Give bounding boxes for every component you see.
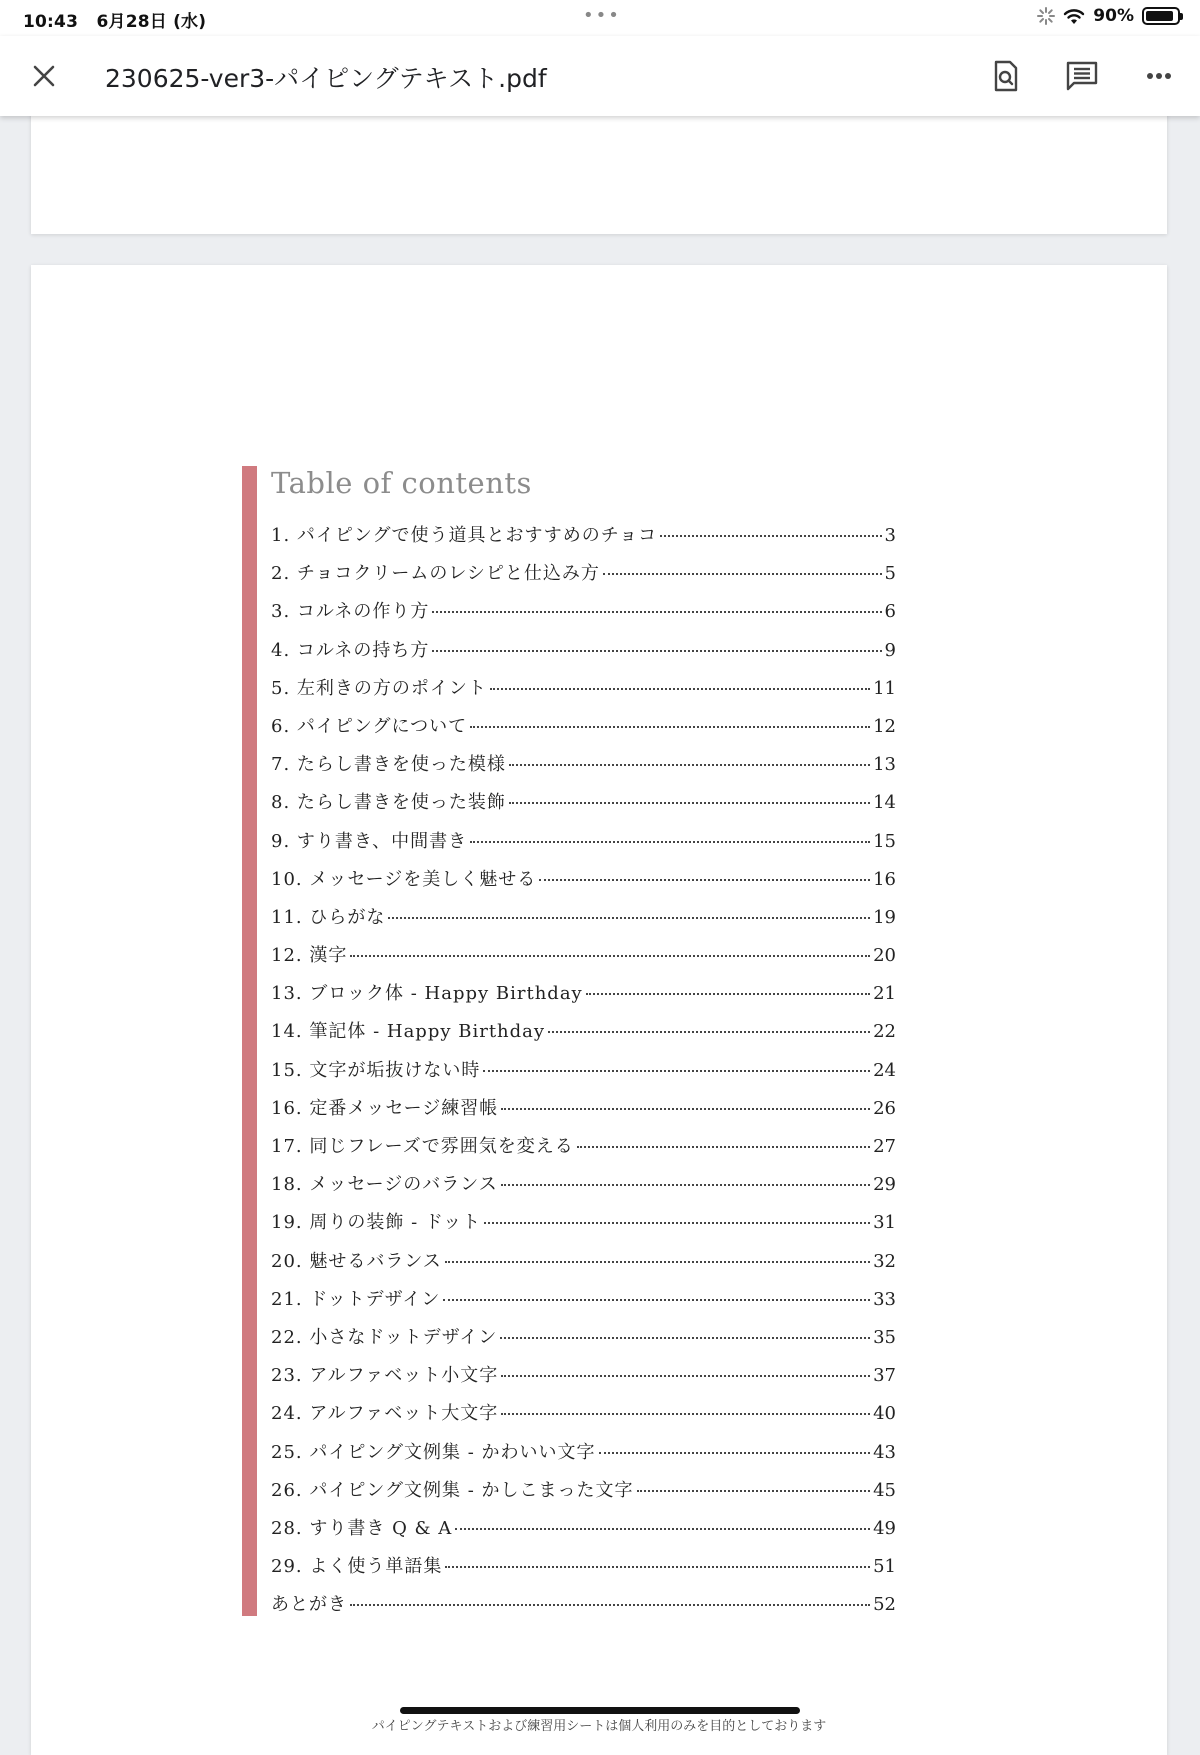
battery-icon <box>1142 7 1180 25</box>
more-options-button[interactable] <box>1139 56 1179 96</box>
toc-entry[interactable] <box>271 1017 896 1055</box>
toc-entry-page: 22 <box>873 1021 896 1043</box>
toc-entry[interactable] <box>271 1323 896 1361</box>
toc-entry-page: 6 <box>884 601 896 623</box>
toc-entry-page: 24 <box>873 1059 896 1081</box>
toc-entry-label: 26. パイピング文例集 - かしこまった文字 <box>271 1479 634 1501</box>
toc-entry-label: 16. 定番メッセージ練習帳 <box>271 1097 499 1119</box>
toc-entry-page: 29 <box>873 1174 896 1196</box>
toc-entry[interactable] <box>271 1438 896 1476</box>
toc-entry-page: 27 <box>873 1136 896 1157</box>
comments-icon <box>1066 61 1098 91</box>
toc-leader-dots <box>350 955 870 957</box>
toc-leader-dots <box>470 726 870 728</box>
toc-entry-label: 3. コルネの作り方 <box>271 601 430 623</box>
status-indicators <box>1037 6 1180 26</box>
toc-leader-dots <box>603 573 882 575</box>
toc-entry-page: 15 <box>873 830 896 852</box>
toc-leader-dots <box>509 802 870 804</box>
toc-heading: Table of contents <box>271 466 532 500</box>
toc-entry-label: 28. すり書き Q & A <box>271 1517 453 1539</box>
toc-entry-label: 12. 漢字 <box>271 945 348 967</box>
toc-leader-dots <box>445 1566 870 1568</box>
loading-spinner-icon <box>1037 7 1055 25</box>
toc-leader-dots <box>637 1490 871 1492</box>
toc-entry[interactable] <box>271 750 896 788</box>
toc-leader-dots <box>500 1337 870 1339</box>
toc-entry-page: 20 <box>873 945 896 967</box>
toc-entry-page: 5 <box>884 563 896 585</box>
toc-entry-label: 24. アルファベット大文字 <box>271 1403 499 1425</box>
toc-entry-label: 1. パイピングで使う道具とおすすめのチョコ <box>271 525 658 546</box>
toc-entry-label: 23. アルファベット小文字 <box>271 1365 499 1387</box>
previous-pdf-page <box>31 100 1167 234</box>
toc-entry-label: 13. ブロック体 - Happy Birthday <box>271 983 583 1005</box>
toc-leader-dots <box>539 879 870 881</box>
toc-entry-page: 35 <box>873 1326 896 1348</box>
toc-leader-dots <box>660 535 881 537</box>
toc-entry[interactable] <box>271 1285 896 1323</box>
toc-entry-label: 21. ドットデザイン <box>271 1288 441 1310</box>
toc-entry-label: 8. たらし書きを使った装飾 <box>271 792 506 814</box>
toc-leader-dots <box>490 688 870 690</box>
toc-entry[interactable] <box>271 1208 896 1246</box>
toc-entry[interactable] <box>271 1132 896 1170</box>
toc-entry-page: 49 <box>873 1517 896 1539</box>
toc-entry-page: 11 <box>873 677 896 699</box>
toc-entry[interactable] <box>271 1170 896 1208</box>
toc-entry[interactable] <box>271 941 896 979</box>
toc-entry-label: あとがき <box>271 1594 347 1616</box>
toc-entry[interactable] <box>271 1514 896 1552</box>
toc-leader-dots <box>509 764 870 766</box>
toc-entry-label: 15. 文字が垢抜けない時 <box>271 1059 481 1081</box>
toc-entry[interactable] <box>271 903 896 941</box>
toc-entry-label: 18. メッセージのバランス <box>271 1174 498 1196</box>
toc-entry-page: 16 <box>873 868 896 890</box>
app-bar <box>0 36 1200 116</box>
wifi-icon <box>1063 8 1085 25</box>
toc-entry-label: 7. たらし書きを使った模様 <box>271 754 506 776</box>
toc-entry-page: 14 <box>873 792 896 814</box>
toc-entry[interactable] <box>271 1552 896 1590</box>
toc-entry-page: 9 <box>884 639 896 661</box>
close-icon <box>33 65 55 87</box>
toc-entry-page: 19 <box>873 906 896 928</box>
toc-entry-page: 52 <box>873 1594 896 1616</box>
toc-leader-dots <box>470 841 870 843</box>
toc-entry-label: 4. コルネの持ち方 <box>271 639 430 661</box>
toc-entry-label: 2. チョコクリームのレシピと仕込み方 <box>271 563 600 585</box>
toc-leader-dots <box>484 1222 870 1224</box>
toc-entry[interactable] <box>271 1094 896 1132</box>
search-in-document-button[interactable] <box>986 56 1026 96</box>
toc-entry-label: 22. 小さなドットデザイン <box>271 1326 498 1348</box>
toc-leader-dots <box>388 917 870 919</box>
toc-entry[interactable] <box>271 674 896 712</box>
comments-button[interactable] <box>1062 56 1102 96</box>
toc-entry-label: 9. すり書き、中間書き <box>271 830 468 852</box>
toc-entry[interactable] <box>271 559 896 597</box>
toc-leader-dots <box>445 1261 870 1263</box>
toc-leader-dots <box>432 650 881 652</box>
toc-entry-page: 33 <box>873 1288 896 1310</box>
toc-leader-dots <box>548 1031 870 1033</box>
toc-leader-dots <box>501 1413 870 1415</box>
toc-entry-label: 29. よく使う単語集 <box>271 1556 443 1578</box>
toc-entry-page: 51 <box>873 1556 896 1578</box>
toc-entry[interactable] <box>271 979 896 1017</box>
table-of-contents <box>242 466 896 1616</box>
toc-entry-page: 12 <box>873 715 896 737</box>
toc-entry-page: 45 <box>873 1479 896 1501</box>
toc-entry[interactable] <box>271 636 896 674</box>
toc-entry[interactable] <box>271 1399 896 1437</box>
multitasking-dots-icon[interactable]: ••• <box>583 5 621 26</box>
toc-entry-page: 40 <box>873 1403 896 1425</box>
toc-leader-dots <box>350 1604 870 1606</box>
toc-entry-label: 25. パイピング文例集 - かわいい文字 <box>271 1441 596 1463</box>
toc-entry[interactable] <box>271 1056 896 1094</box>
toc-entry-page: 37 <box>873 1365 896 1387</box>
toc-entry[interactable] <box>271 597 896 635</box>
clock-time: 10:43 <box>23 12 79 32</box>
toc-entry[interactable] <box>271 712 896 750</box>
toc-entry[interactable] <box>271 827 896 865</box>
toc-entry-page: 3 <box>884 525 896 546</box>
toc-list <box>271 521 896 1628</box>
status-time <box>23 7 206 32</box>
toc-leader-dots <box>432 611 881 613</box>
toc-leader-dots <box>501 1108 870 1110</box>
status-bar <box>0 0 1200 36</box>
toc-entry[interactable] <box>271 1476 896 1514</box>
toc-accent-bar <box>242 466 257 1616</box>
toc-entry-label: 10. メッセージを美しく魅せる <box>271 868 537 890</box>
toc-entry-page: 43 <box>873 1441 896 1463</box>
toc-leader-dots <box>599 1452 871 1454</box>
battery-percent: 90% <box>1093 6 1134 26</box>
toc-entry-label: 14. 筆記体 - Happy Birthday <box>271 1021 546 1043</box>
toc-leader-dots <box>455 1528 870 1530</box>
toc-entry[interactable] <box>271 1247 896 1285</box>
toc-leader-dots <box>501 1184 870 1186</box>
status-date: 6月28日 (水) <box>96 12 207 32</box>
toc-entry[interactable] <box>271 521 896 559</box>
toc-entry-page: 26 <box>873 1097 896 1119</box>
close-button[interactable] <box>26 58 62 94</box>
toc-entry-label: 11. ひらがな <box>271 906 386 928</box>
toc-leader-dots <box>443 1299 870 1301</box>
toc-entry-page: 31 <box>873 1212 896 1234</box>
toc-entry-page: 13 <box>873 754 896 776</box>
toc-entry-label: 6. パイピングについて <box>271 715 468 737</box>
toc-entry-page: 32 <box>873 1250 896 1272</box>
search-in-document-icon <box>992 60 1020 92</box>
toc-entry[interactable] <box>271 865 896 903</box>
more-options-icon <box>1146 72 1172 80</box>
toc-leader-dots <box>577 1146 870 1148</box>
toc-entry-label: 5. 左利きの方のポイント <box>271 677 487 699</box>
battery-fill <box>1146 11 1173 21</box>
toc-entry-label: 20. 魅せるバランス <box>271 1250 442 1272</box>
toc-leader-dots <box>586 993 870 995</box>
toc-entry-label: 19. 周りの装飾 - ドット <box>271 1212 482 1234</box>
toc-entry-label: 17. 同じフレーズで雰囲気を変える <box>271 1136 574 1157</box>
toc-entry[interactable] <box>271 1361 896 1399</box>
toc-entry[interactable] <box>271 788 896 826</box>
toc-entry[interactable] <box>271 1590 896 1628</box>
toc-leader-dots <box>483 1070 870 1072</box>
toc-leader-dots <box>501 1375 870 1377</box>
document-title: 230625-ver3-パイピングテキスト.pdf <box>105 64 547 93</box>
toc-entry-page: 21 <box>873 983 896 1005</box>
home-indicator[interactable] <box>400 1707 800 1714</box>
footer-note: パイピングテキストおよび練習用シートは個人利用のみを目的としております <box>371 1719 827 1734</box>
